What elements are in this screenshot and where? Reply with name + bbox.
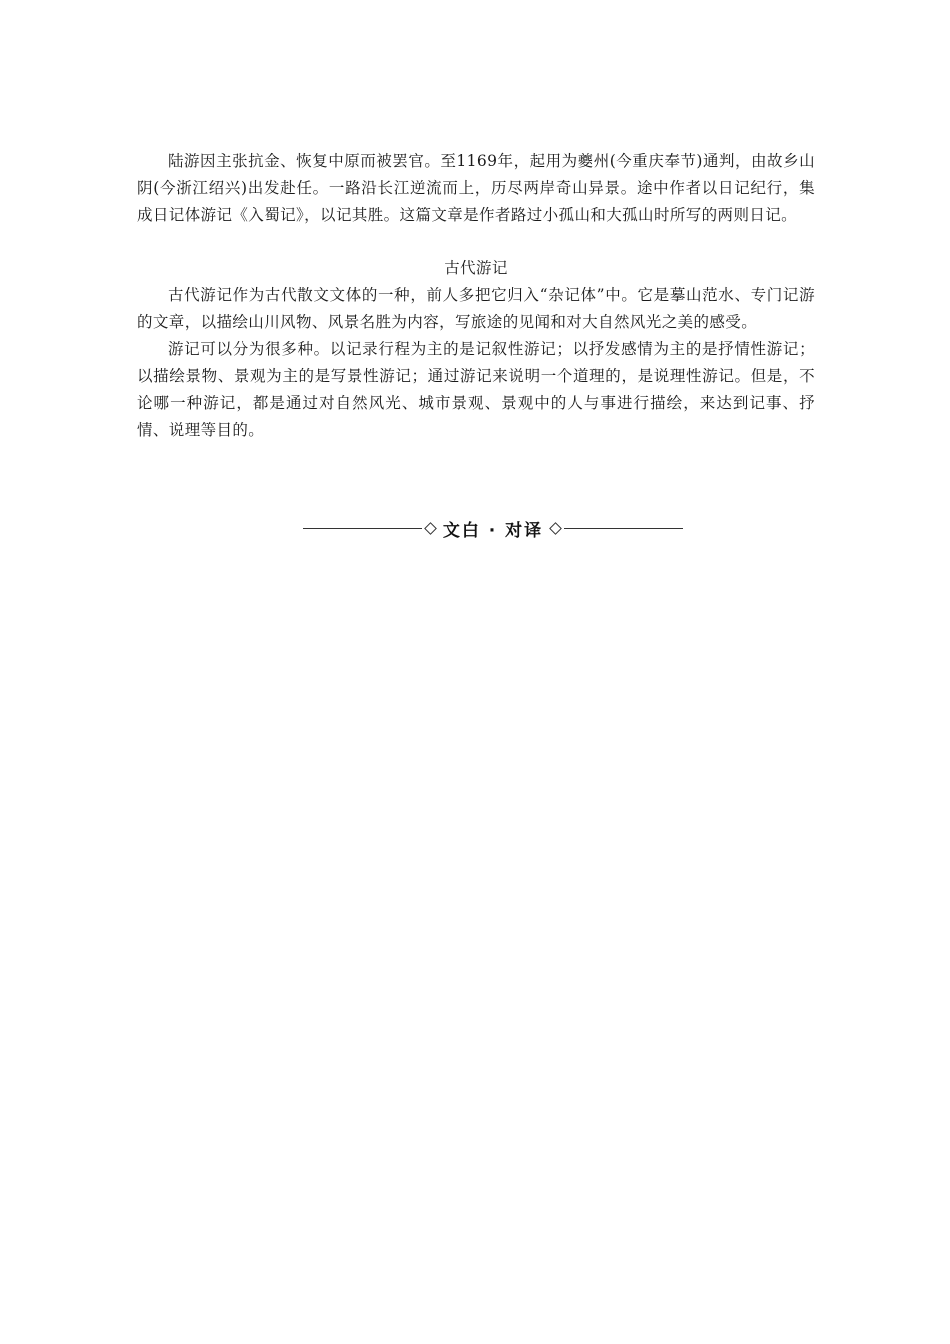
diamond-icon (549, 522, 562, 535)
diamond-icon (424, 522, 437, 535)
divider-line-right (564, 528, 683, 529)
intro-paragraph: 陆游因主张抗金、恢复中原而被罢官。至1169年，起用为夔州(今重庆奉节)通判，由故乡山阴(今浙江绍兴)出发赴任。一路沿长江逆流而上，历尽两岸奇山异景。途中作者以日记纪行，集成日记体游记《入蜀记》，以记其胜。这篇文章是作者路过小孤山和大孤山时所写的两则日记。 (137, 152, 815, 224)
section-divider (303, 516, 683, 540)
divider-line-left (303, 528, 422, 529)
section-title: 古代游记 (444, 259, 508, 277)
section-paragraph-2: 游记可以分为很多种。以记录行程为主的是记叙性游记；以抒发感情为主的是抒情性游记；以描绘景物、景观为主的是写景性游记；通过游记来说明一个道理的，是说理性游记。但是，不论哪一种游记，都是通过对自然风光、城市景观、景观中的人与事进行描绘，来达到记事、抒情、说理等目的。 (137, 340, 815, 439)
divider-label: 文白 · 对译 (442, 520, 544, 541)
document-body (137, 148, 815, 444)
section-paragraph-1: 古代游记作为古代散文文体的一种，前人多把它归入“杂记体”中。它是摹山范水、专门记游的文章，以描绘山川风物、风景名胜为内容，写旅途的见闻和对大自然风光之美的感受。 (137, 286, 815, 331)
